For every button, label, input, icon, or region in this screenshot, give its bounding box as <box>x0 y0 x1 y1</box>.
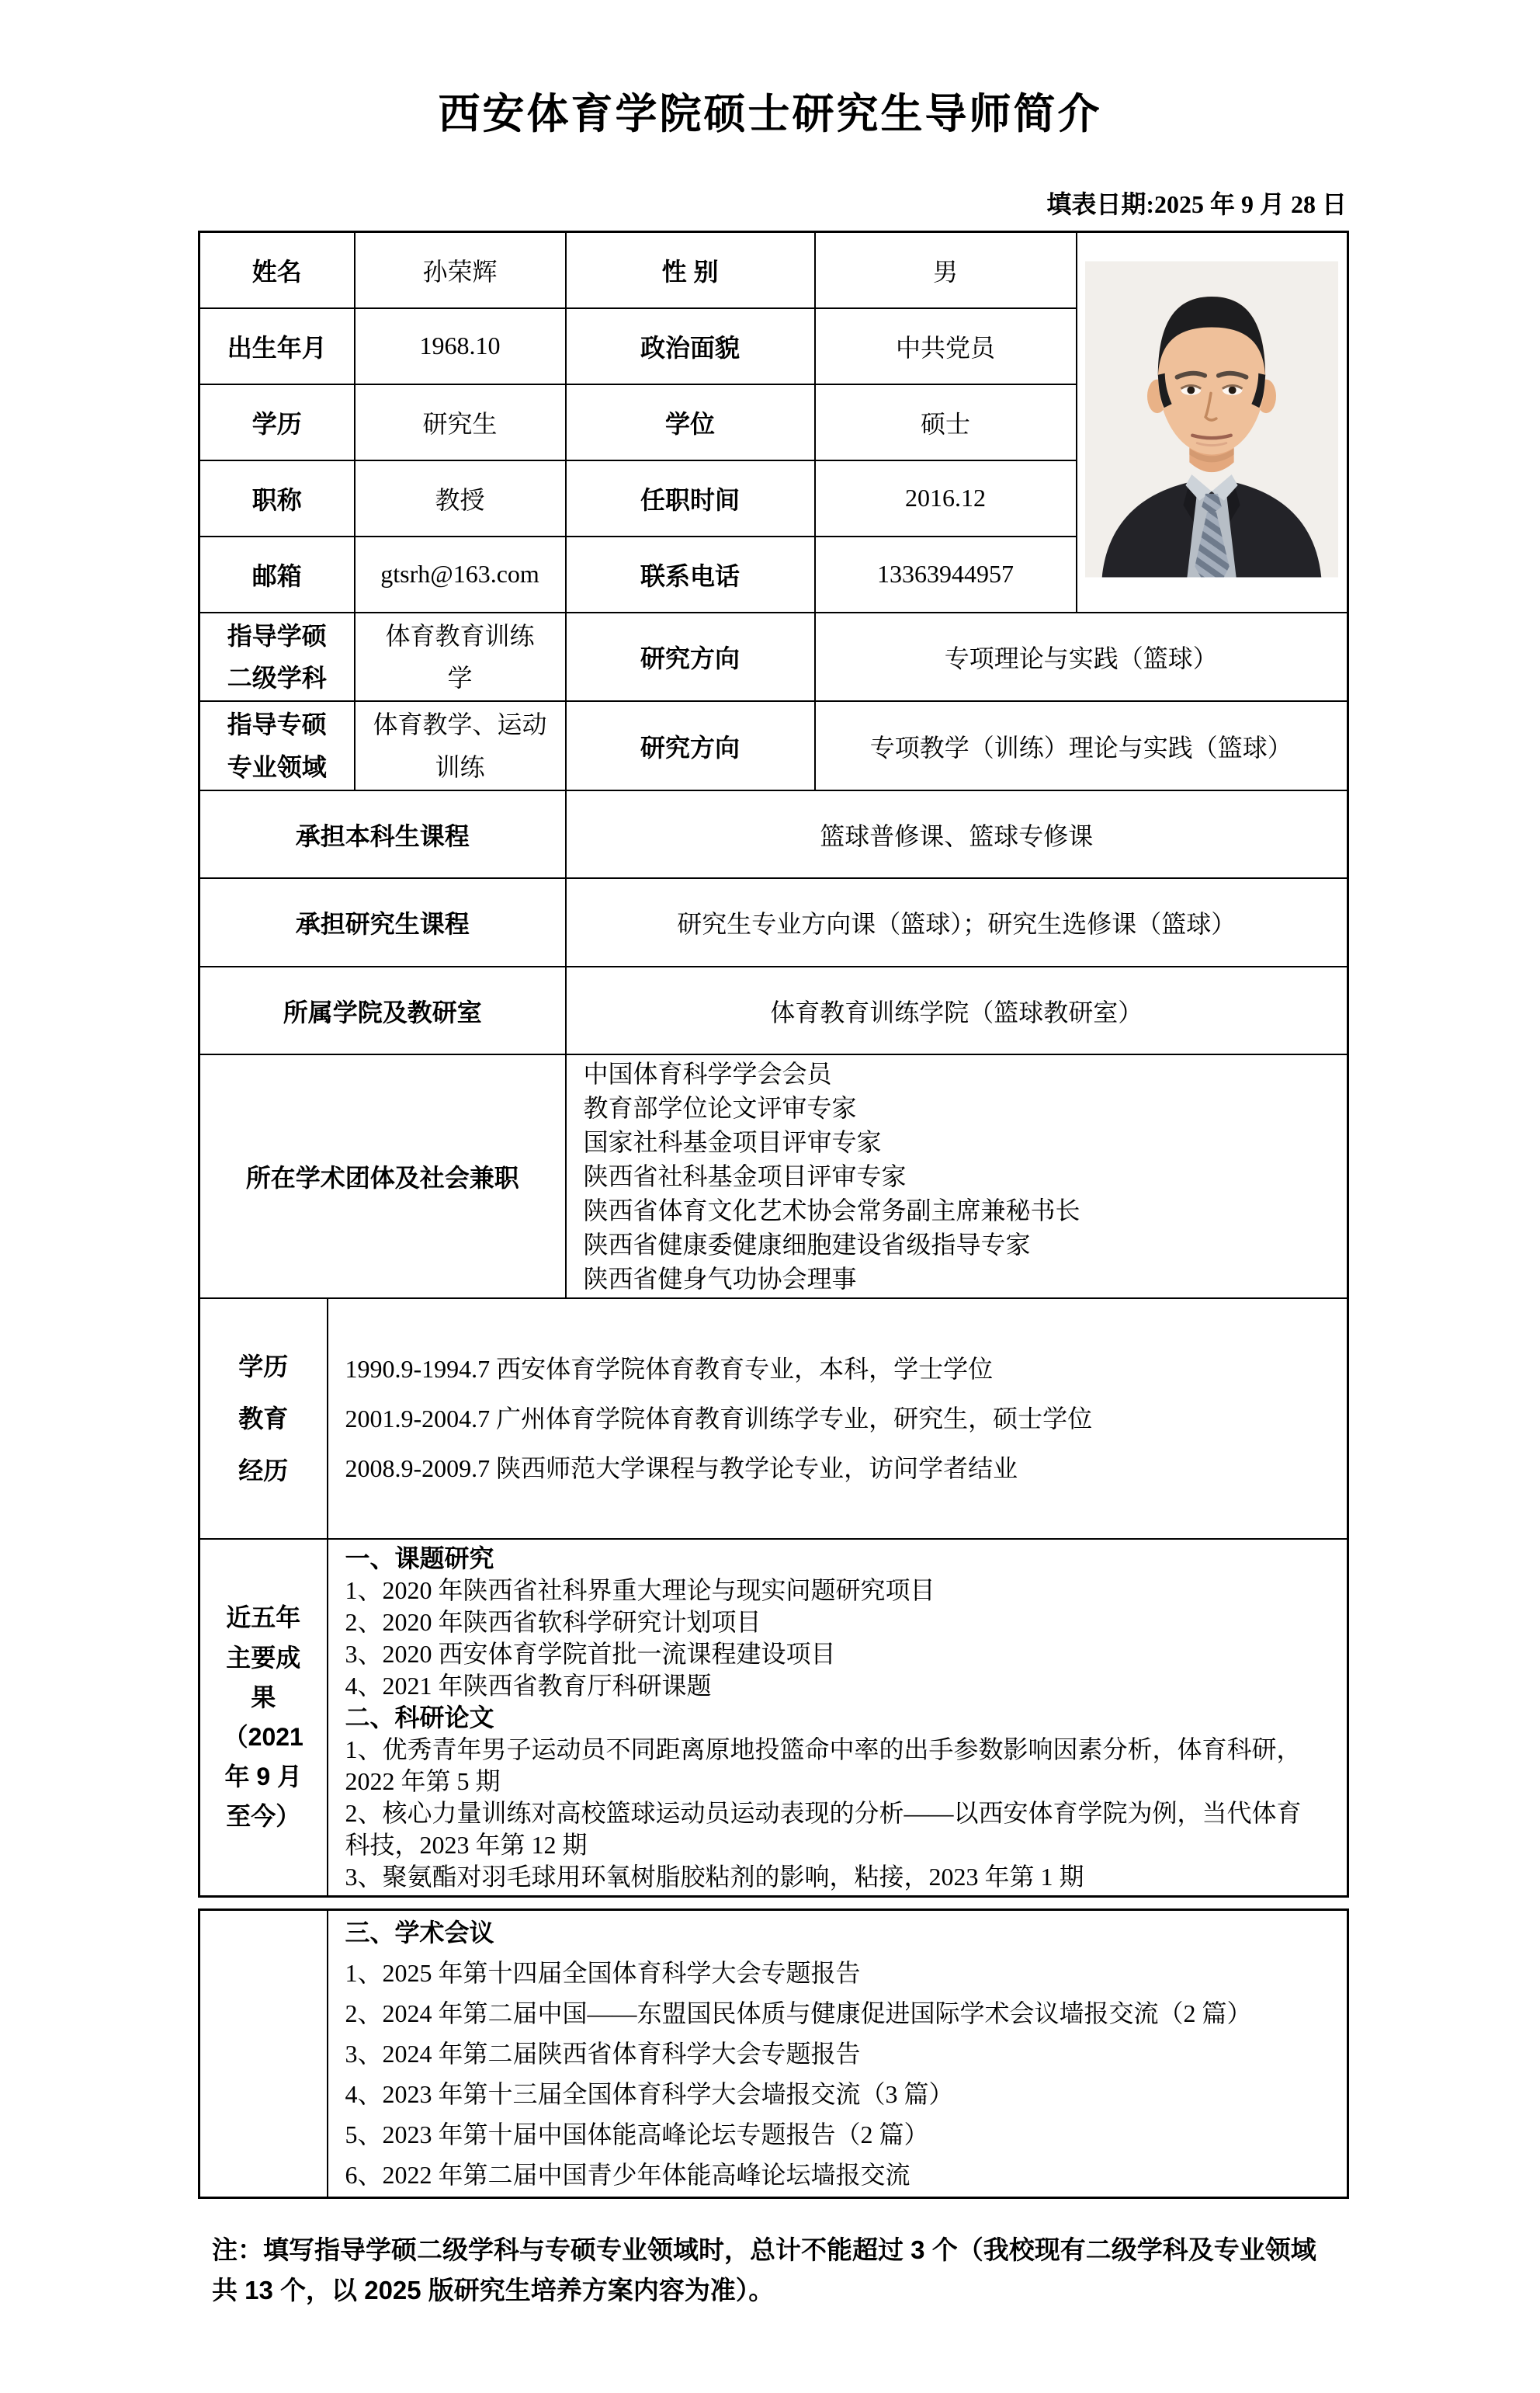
profile-table <box>198 231 1349 1898</box>
education-item: 2008.9-2009.7 陕西师范大学课程与教学论专业，访问学者结业 <box>345 1454 1018 1483</box>
table-row <box>199 967 1348 1054</box>
conference-item: 4、2023 年第十三届全国体育科学大会墙报交流（3 篇） <box>345 2080 954 2108</box>
label-research-direction-2: 研究方向 <box>566 701 815 790</box>
label-memberships: 所在学术团体及社会兼职 <box>199 1054 566 1298</box>
conference-heading: 三、学术会议 <box>345 1919 494 1947</box>
table-row <box>199 613 1348 702</box>
education-item: 2001.9-2004.7 广州体育学院体育教育训练学专业，研究生，硕士学位 <box>345 1405 1093 1433</box>
membership-item: 中国体育科学学会会员 <box>583 1060 832 1089</box>
label-name: 姓名 <box>199 232 355 308</box>
portrait-photo <box>1085 261 1338 578</box>
value-political-status: 中共党员 <box>815 308 1077 384</box>
table-row <box>199 1298 1348 1539</box>
conference-item: 6、2022 年第二届中国青少年体能高峰论坛墙报交流 <box>345 2161 910 2189</box>
achievement-item: 1、2020 年陕西省社科界重大理论与现实问题研究项目 <box>345 1575 935 1604</box>
conference-table <box>198 1908 1349 2199</box>
memberships-list <box>566 1054 1348 1298</box>
membership-item: 陕西省社科基金项目评审专家 <box>583 1162 907 1191</box>
label-academic-master-discipline: 指导学硕二级学科 <box>199 613 355 702</box>
table-row <box>199 1054 1348 1298</box>
education-history-list <box>328 1298 1348 1539</box>
label-email: 邮箱 <box>199 537 355 613</box>
value-gender: 男 <box>815 232 1077 308</box>
table-row <box>199 1539 1348 1896</box>
education-item: 1990.9-1994.7 西安体育学院体育教育专业，本科，学士学位 <box>345 1355 994 1384</box>
conference-content <box>328 1910 1348 2198</box>
value-research-direction-2: 专项教学（训练）理论与实践（篮球） <box>815 701 1348 790</box>
value-research-direction-1: 专项理论与实践（篮球） <box>815 613 1348 702</box>
achievements-section-heading: 一、课题研究 <box>345 1544 494 1572</box>
conference-item: 1、2025 年第十四届全国体育科学大会专题报告 <box>345 1959 861 1987</box>
label-school-office: 所属学院及教研室 <box>199 967 566 1054</box>
table-row <box>199 1910 1348 2198</box>
label-education-history: 学历教育经历 <box>199 1298 328 1539</box>
label-undergraduate-courses: 承担本科生课程 <box>199 790 566 878</box>
membership-item: 陕西省健康委健康细胞建设省级指导专家 <box>583 1231 1031 1259</box>
page-title: 西安体育学院硕士研究生导师简介 <box>438 91 1102 137</box>
label-research-direction-1: 研究方向 <box>566 613 815 702</box>
value-phone: 13363944957 <box>815 537 1077 613</box>
label-achievements: 近五年主要成果（2021 年 9 月至今） <box>199 1539 328 1896</box>
label-education-level: 学历 <box>199 384 355 460</box>
label-appointment-time: 任职时间 <box>566 460 815 537</box>
label-graduate-courses: 承担研究生课程 <box>199 878 566 967</box>
value-education-level: 研究生 <box>355 384 566 460</box>
achievements-section-heading: 二、科研论文 <box>345 1703 494 1731</box>
table-row <box>199 701 1348 790</box>
conference-item: 5、2023 年第十届中国体能高峰论坛专题报告（2 篇） <box>345 2120 929 2148</box>
value-academic-master-discipline: 体育教育训练学 <box>355 613 566 702</box>
value-appointment-time: 2016.12 <box>815 460 1077 537</box>
achievements-content <box>328 1539 1348 1896</box>
achievement-item: 4、2021 年陕西省教育厅科研课题 <box>345 1671 712 1700</box>
label-title-rank: 职称 <box>199 460 355 537</box>
label-degree: 学位 <box>566 384 815 460</box>
membership-item: 国家社科基金项目评审专家 <box>583 1128 882 1157</box>
achievement-item: 3、2020 西安体育学院首批一流课程建设项目 <box>345 1639 836 1668</box>
achievement-item: 2、核心力量训练对高校篮球运动员运动表现的分析——以西安体育学院为例，当代体育科技，2023 年第 12 期 <box>345 1798 1302 1859</box>
achievement-item: 1、优秀青年男子运动员不同距离原地投篮命中率的出手参数影响因素分析，体育科研，2022 年第 5 期 <box>345 1735 1302 1795</box>
conference-empty-cell <box>199 1910 328 2198</box>
label-professional-master-field: 指导专硕专业领域 <box>199 701 355 790</box>
membership-item: 陕西省健身气功协会理事 <box>583 1265 857 1294</box>
label-gender: 性 别 <box>566 232 815 308</box>
table-row <box>199 878 1348 967</box>
table-row <box>199 790 1348 878</box>
value-email: gtsrh@163.com <box>355 537 566 613</box>
membership-item: 教育部学位论文评审专家 <box>583 1094 857 1123</box>
membership-item: 陕西省体育文化艺术协会常务副主席兼秘书长 <box>583 1196 1080 1225</box>
value-school-office: 体育教育训练学院（篮球教研室） <box>566 967 1348 1054</box>
label-political-status: 政治面貌 <box>566 308 815 384</box>
photo-cell <box>1077 232 1348 613</box>
fill-date: 填表日期:2025 年 9 月 28 日 <box>1046 190 1347 218</box>
value-degree: 硕士 <box>815 384 1077 460</box>
value-professional-master-field: 体育教学、运动训练 <box>355 701 566 790</box>
value-birth: 1968.10 <box>355 308 566 384</box>
achievement-item: 3、聚氨酯对羽毛球用环氧树脂胶粘剂的影响，粘接，2023 年第 1 期 <box>345 1862 1084 1891</box>
conference-item: 2、2024 年第二届中国——东盟国民体质与健康促进国际学术会议墙报交流（2 篇） <box>345 1999 1252 2027</box>
value-name: 孙荣辉 <box>355 232 566 308</box>
note-text: 注：填写指导学硕二级学科与专硕专业领域时，总计不能超过 3 个（我校现有二级学科及专业领域共 13 个，以 2025 版研究生培养方案内容为准）。 <box>212 2235 1316 2304</box>
value-graduate-courses: 研究生专业方向课（篮球）；研究生选修课（篮球） <box>566 878 1348 967</box>
label-phone: 联系电话 <box>566 537 815 613</box>
table-row <box>199 232 1348 308</box>
value-title-rank: 教授 <box>355 460 566 537</box>
achievement-item: 2、2020 年陕西省软科学研究计划项目 <box>345 1607 761 1636</box>
value-undergraduate-courses: 篮球普修课、篮球专修课 <box>566 790 1348 878</box>
conference-item: 3、2024 年第二届陕西省体育科学大会专题报告 <box>345 2040 861 2068</box>
label-birth: 出生年月 <box>199 308 355 384</box>
